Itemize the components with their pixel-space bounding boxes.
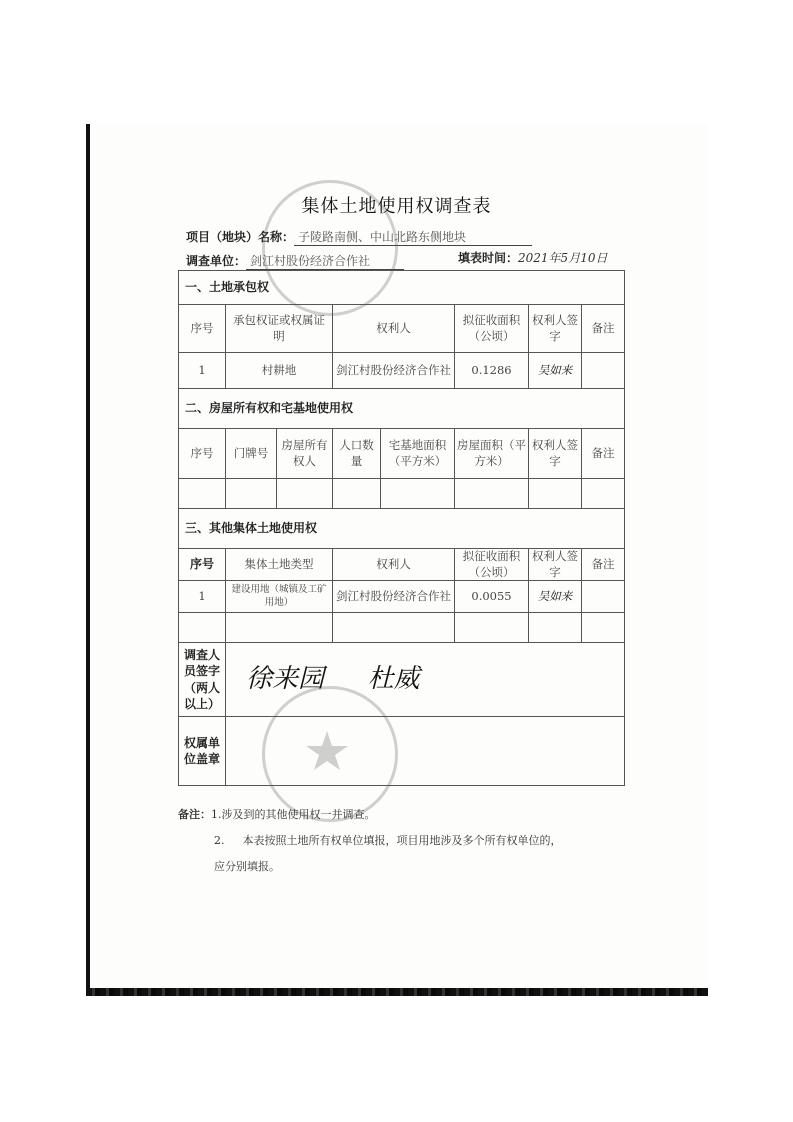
s3-col-note: 备注 bbox=[582, 549, 625, 581]
date-label: 填表时间： bbox=[458, 251, 519, 265]
notes-line-2 bbox=[214, 832, 562, 848]
page-title: 集体土地使用权调查表 bbox=[301, 196, 492, 217]
project-value: 子陵路南侧、中山北路东侧地块 bbox=[294, 228, 532, 246]
section2-heading: 二、房屋所有权和宅基地使用权 bbox=[179, 389, 625, 429]
s3-col-owner: 权利人 bbox=[333, 549, 455, 581]
scan-edge-left bbox=[86, 124, 90, 996]
unit-label: 调查单位： bbox=[186, 254, 247, 268]
notes-line-1 bbox=[178, 806, 376, 822]
date-line bbox=[458, 249, 607, 266]
s3-col-sign: 权利人签字 bbox=[529, 549, 582, 581]
table-row bbox=[179, 479, 625, 509]
notes-item-2-cont: 应分别填报。 bbox=[214, 860, 280, 873]
table-row bbox=[179, 613, 625, 643]
unit-line bbox=[186, 252, 404, 270]
notes-line-3 bbox=[214, 858, 280, 874]
scan-edge-bottom bbox=[86, 988, 708, 996]
s2-col-population: 人口数量 bbox=[333, 429, 381, 479]
notes-item-1: 1.涉及到的其他使用权一并调查。 bbox=[211, 808, 376, 821]
s3-row-area: 0.0055 bbox=[455, 581, 529, 613]
s3-col-no: 序号 bbox=[179, 549, 226, 581]
s1-row-area: 0.1286 bbox=[455, 353, 529, 389]
s1-col-sign: 权利人签字 bbox=[529, 305, 582, 353]
s3-row-type: 建设用地（城镇及工矿用地） bbox=[226, 581, 333, 613]
s2-col-house-owner: 房屋所有权人 bbox=[277, 429, 333, 479]
s1-col-area: 拟征收面积（公顷） bbox=[455, 305, 529, 353]
notes-item-2: 本表按照土地所有权单位填报，项目用地涉及多个所有权单位的， bbox=[242, 834, 562, 847]
s3-row-signature: 吴如来 bbox=[529, 581, 582, 613]
s1-row-no: 1 bbox=[179, 353, 226, 389]
table-row bbox=[179, 353, 625, 389]
investigator-signature-1: 徐来园 bbox=[246, 663, 325, 694]
s2-col-house-area: 房屋面积（平方米） bbox=[455, 429, 529, 479]
unit-value: 剑江村股份经济合作社 bbox=[246, 252, 404, 270]
s2-col-homestead-area: 宅基地面积（平方米） bbox=[381, 429, 455, 479]
s1-col-note: 备注 bbox=[582, 305, 625, 353]
s3-col-area: 拟征收面积（公顷） bbox=[455, 549, 529, 581]
s2-col-no: 序号 bbox=[179, 429, 226, 479]
s3-row-note bbox=[582, 581, 625, 613]
s1-col-owner: 权利人 bbox=[333, 305, 455, 353]
section1-heading: 一、土地承包权 bbox=[179, 271, 625, 305]
s1-row-note bbox=[582, 353, 625, 389]
table-row bbox=[179, 581, 625, 613]
notes-item-2-number: 2. bbox=[214, 834, 225, 847]
s2-col-sign: 权利人签字 bbox=[529, 429, 582, 479]
seal-cell bbox=[226, 717, 625, 786]
s1-col-no: 序号 bbox=[179, 305, 226, 353]
s2-col-note: 备注 bbox=[582, 429, 625, 479]
s3-row-owner: 剑江村股份经济合作社 bbox=[333, 581, 455, 613]
s1-row-cert: 村耕地 bbox=[226, 353, 333, 389]
project-line bbox=[186, 228, 532, 246]
s3-col-type: 集体土地类型 bbox=[226, 549, 333, 581]
s3-row-no: 1 bbox=[179, 581, 226, 613]
investigator-label: 调查人员签字（两人以上） bbox=[179, 643, 226, 717]
date-value: 2021年5月10日 bbox=[518, 251, 608, 265]
section3-heading: 三、其他集体土地使用权 bbox=[179, 509, 625, 549]
investigator-signature-cell bbox=[226, 643, 625, 717]
s2-col-door: 门牌号 bbox=[226, 429, 277, 479]
project-label: 项目（地块）名称： bbox=[186, 230, 295, 244]
investigator-signature-2: 杜威 bbox=[367, 663, 420, 694]
notes-prefix: 备注： bbox=[178, 808, 211, 821]
survey-table bbox=[178, 270, 625, 786]
s1-row-owner: 剑江村股份经济合作社 bbox=[333, 353, 455, 389]
s1-col-cert: 承包权证或权属证明 bbox=[226, 305, 333, 353]
s1-row-signature: 吴如来 bbox=[529, 353, 582, 389]
seal-label: 权属单位盖章 bbox=[179, 717, 226, 786]
